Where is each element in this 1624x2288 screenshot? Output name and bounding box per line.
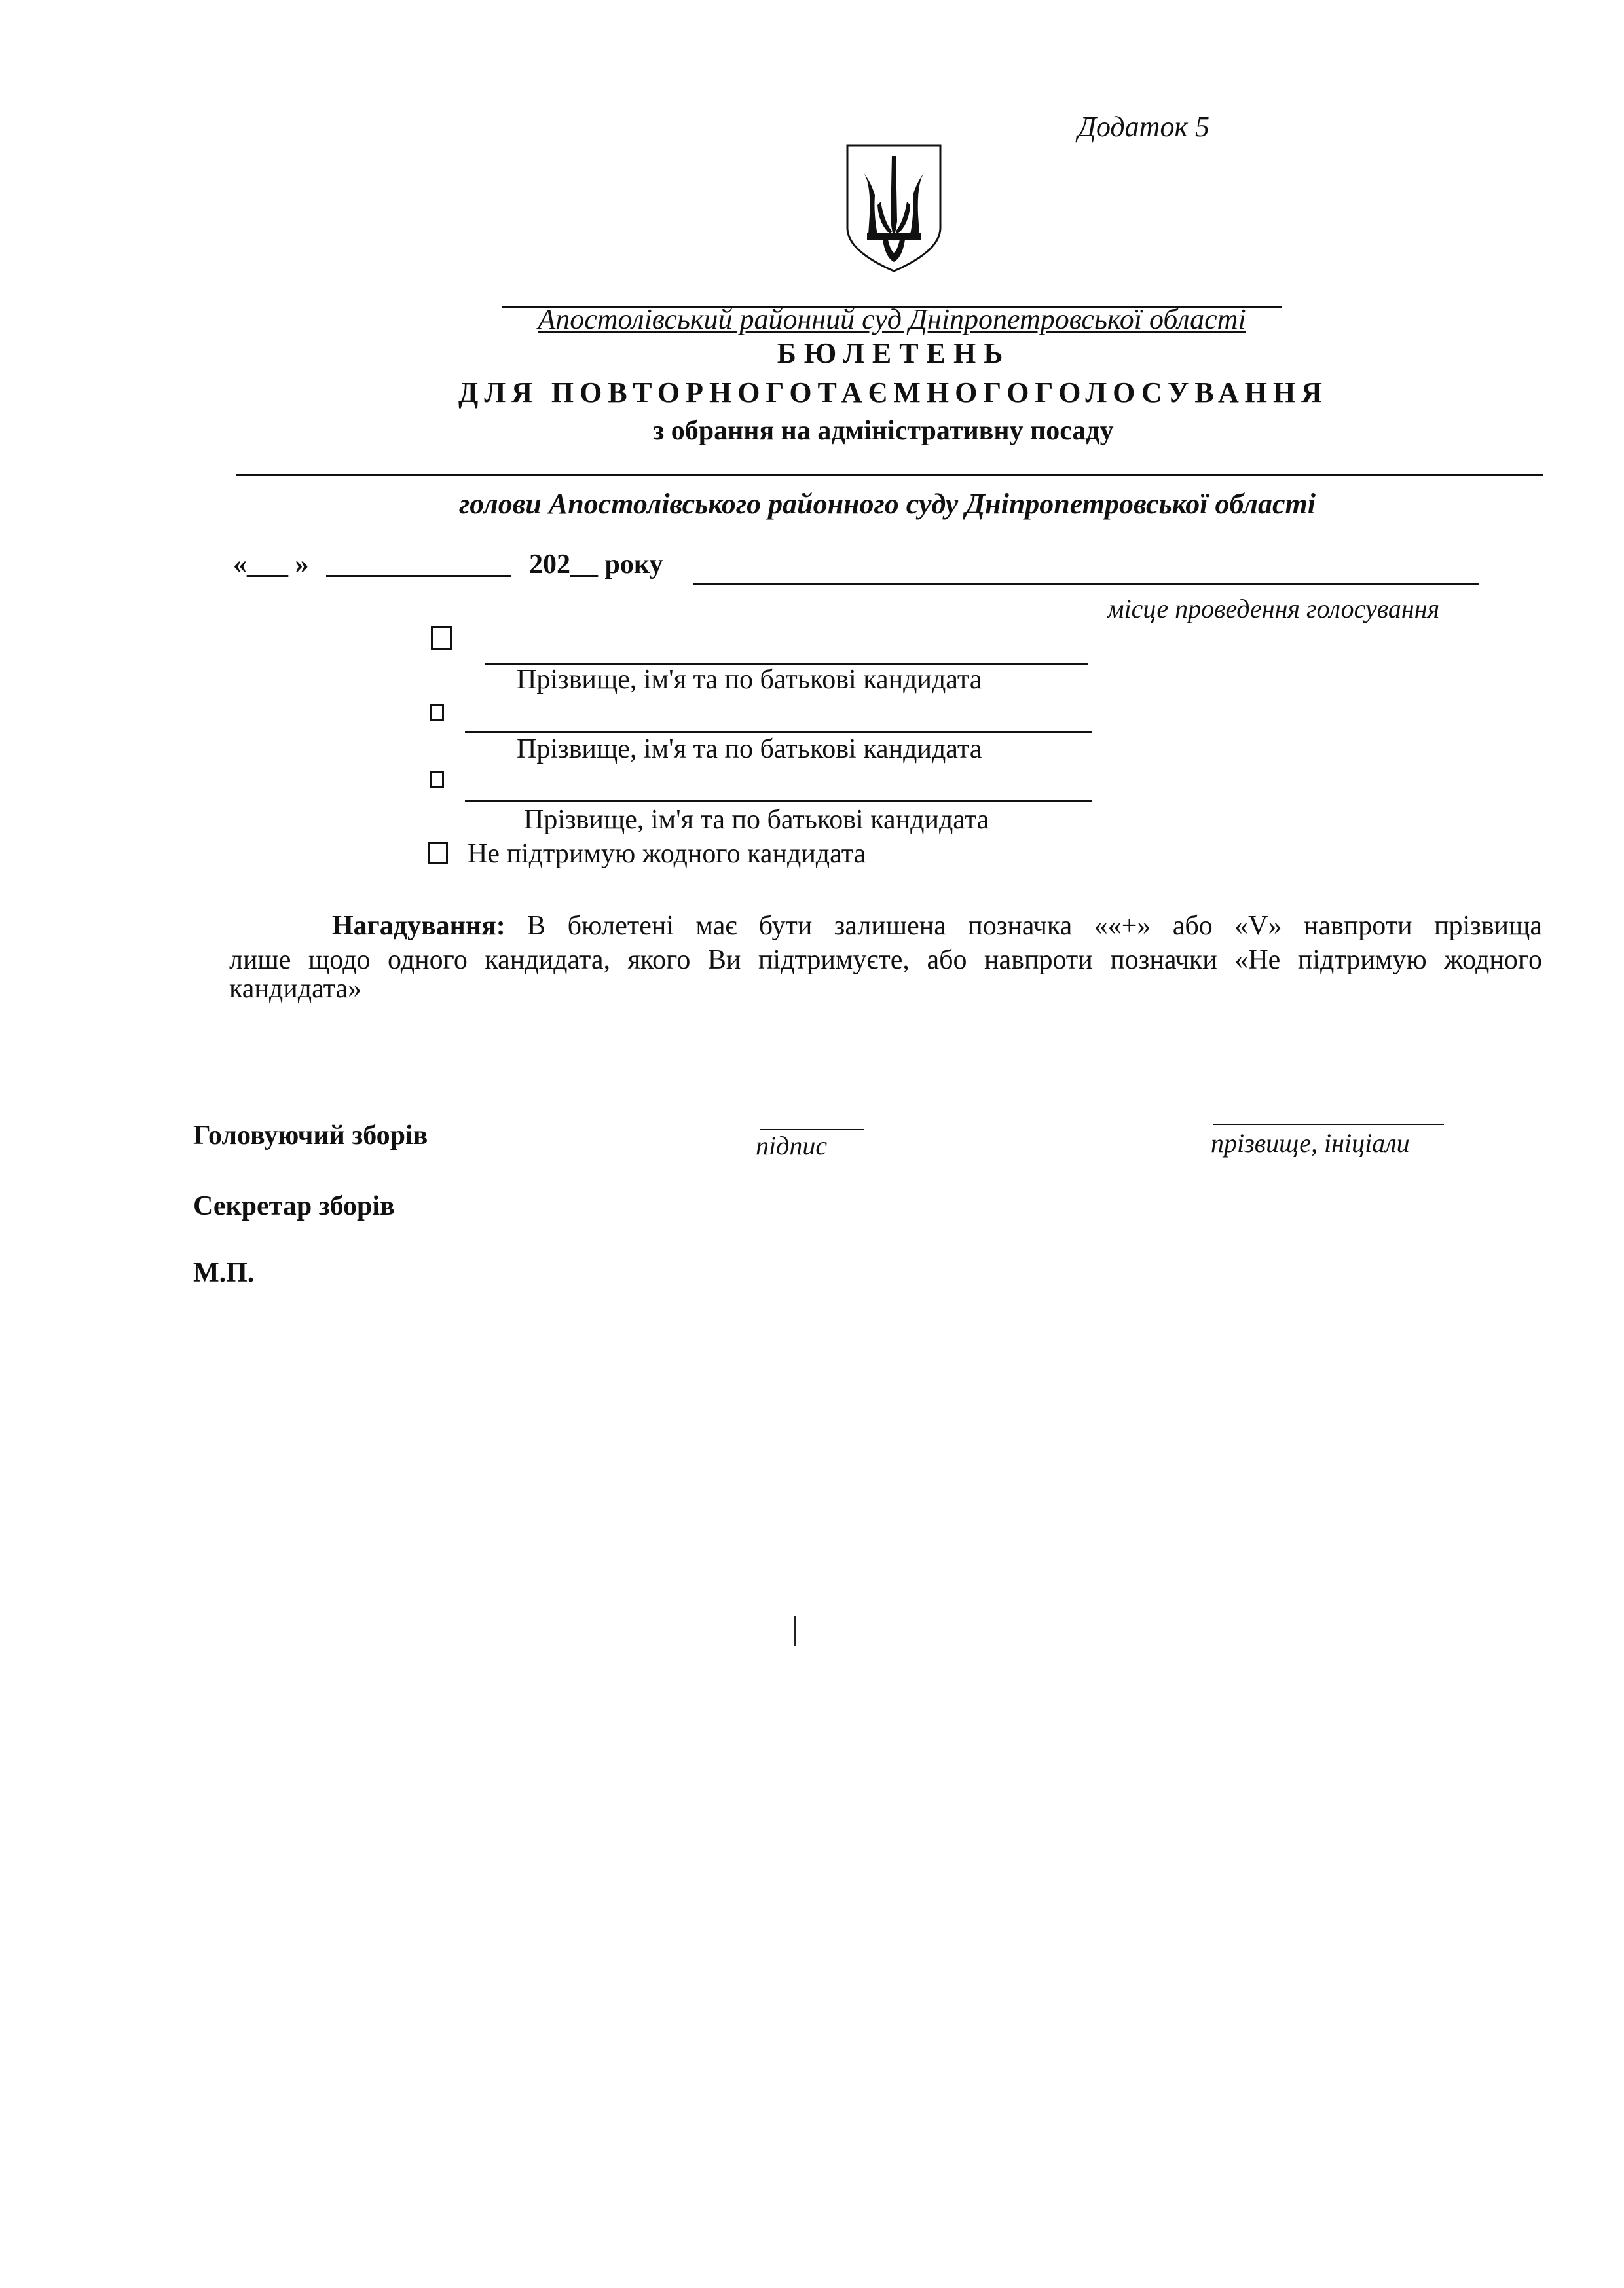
ballot-purpose: з обрання на адміністративну посаду xyxy=(653,416,1114,446)
voting-place-field[interactable] xyxy=(693,583,1479,585)
candidate-1-checkbox[interactable] xyxy=(431,626,452,650)
coat-of-arms-emblem xyxy=(845,143,943,274)
none-option-checkbox[interactable] xyxy=(428,842,448,864)
court-name: Апостолівський районний суд Дніпропетровської області xyxy=(538,303,1246,335)
date-year: 202__ року xyxy=(529,549,663,580)
candidate-3-name-field[interactable] xyxy=(465,800,1092,802)
reminder-label: Нагадування: xyxy=(332,911,506,941)
seal-label: М.П. xyxy=(193,1258,255,1288)
reminder-line-2: лише щодо одного кандидата, якого Ви підтримуєте, або навпроти позначки «Не підтримую жодного xyxy=(229,945,1542,975)
name-initials-field[interactable] xyxy=(1213,1124,1444,1125)
candidate-3-caption: Прізвище, ім'я та по батькові кандидата xyxy=(524,805,989,835)
candidate-2-caption: Прізвище, ім'я та по батькові кандидата xyxy=(517,734,982,764)
chair-label: Головуючий зборів xyxy=(193,1120,428,1151)
name-initials-caption: прізвище, ініціали xyxy=(1211,1128,1410,1158)
voting-place-caption: місце проведення голосування xyxy=(1107,594,1440,623)
candidate-1-caption: Прізвище, ім'я та по батькові кандидата xyxy=(517,665,982,695)
ballot-subtitle: ДЛЯ ПОВТОРНОГОТАЄМНОГОГОЛОСУВАННЯ xyxy=(458,377,1328,409)
position-title: голови Апостолівського районного суду Дніпропетровської області xyxy=(459,488,1316,520)
secretary-label: Секретар зборів xyxy=(193,1191,395,1221)
reminder-text-1: В бюлетені має бути залишена позначка ««+» або «V» навпроти прізвища xyxy=(527,911,1542,941)
position-divider xyxy=(236,474,1543,476)
candidate-2-name-field[interactable] xyxy=(465,731,1092,733)
signature-caption: підпис xyxy=(756,1131,828,1160)
appendix-label: Додаток 5 xyxy=(1078,111,1210,143)
ballot-title: БЮЛЕТЕНЬ xyxy=(777,337,1011,369)
reminder-line-3: кандидата» xyxy=(229,974,362,1004)
date-day[interactable]: «___ » xyxy=(233,549,309,580)
date-month-field[interactable] xyxy=(326,575,511,577)
reminder-line-1 xyxy=(332,910,1542,942)
scan-artifact-stroke xyxy=(794,1616,796,1646)
candidate-3-checkbox[interactable] xyxy=(430,771,444,788)
none-option-label: Не підтримую жодного кандидата xyxy=(468,839,866,869)
candidate-2-checkbox[interactable] xyxy=(430,704,444,721)
